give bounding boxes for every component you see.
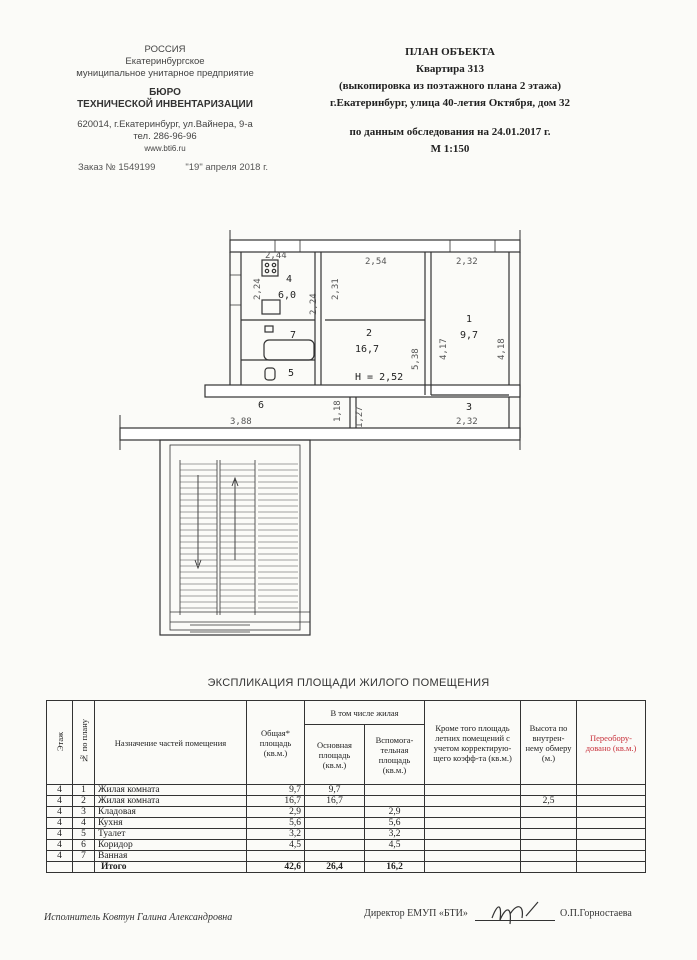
cell-no: 5 (73, 829, 95, 840)
table-row (47, 796, 646, 807)
total-main: 26,4 (305, 862, 365, 873)
col-purpose: Назначение частей помещения (95, 701, 247, 785)
cell-aux (365, 785, 425, 796)
cell-main: 9,7 (305, 785, 365, 796)
survey-date: по данным обследования на 24.01.2017 г. (349, 126, 551, 138)
cell-aux: 4,5 (365, 840, 425, 851)
explication-table (46, 700, 646, 873)
order-number: Заказ № 1549199 (78, 162, 156, 173)
dim-corridor-length: 3,88 (230, 417, 252, 427)
cell-floor: 4 (47, 829, 73, 840)
stove (262, 260, 278, 276)
col-reequipped: Переобору-довано (кв.м.) (577, 701, 646, 785)
washbasin (265, 326, 273, 332)
dim-corridor-a: 1,18 (333, 400, 343, 422)
scale: М 1:150 (430, 143, 470, 155)
cell-no: 3 (73, 807, 95, 818)
table-row (47, 829, 646, 840)
cell-no: 2 (73, 796, 95, 807)
cell-total: 4,5 (247, 840, 305, 851)
room-4-number: 4 (286, 274, 293, 285)
bathtub (264, 340, 314, 360)
cell-floor: 4 (47, 818, 73, 829)
sink (262, 300, 280, 314)
cell-total: 16,7 (247, 796, 305, 807)
col-height: Высота по внутрен-нему обмеру (м.) (521, 701, 577, 785)
cell-total: 9,7 (247, 785, 305, 796)
toilet (265, 368, 275, 380)
cell-no: 1 (73, 785, 95, 796)
cell-name: Ванная (95, 851, 247, 862)
cell-height (521, 851, 577, 862)
cell-summer (425, 851, 521, 862)
ceiling-height: Н = 2,52 (355, 372, 404, 383)
cell-aux: 3,2 (365, 829, 425, 840)
header-row-1 (47, 701, 646, 725)
cell-main (305, 829, 365, 840)
cell-total: 5,6 (247, 818, 305, 829)
col-aux: Вспомога-тельная площадь (кв.м.) (365, 725, 425, 785)
dim-storage-width: 2,32 (456, 417, 478, 427)
room-1-number: 1 (466, 314, 473, 325)
col-plan-no: № по плану (73, 701, 95, 785)
cell-no: 4 (73, 818, 95, 829)
col-main: Основная площадь (кв.м.) (305, 725, 365, 785)
total-row (47, 862, 646, 873)
table-row (47, 807, 646, 818)
bureau-phone: тел. 286-96-96 (133, 131, 197, 142)
cell-re (577, 829, 646, 840)
room-6-number: 6 (258, 400, 265, 411)
room-5-number: 5 (288, 368, 295, 379)
cell-floor: 4 (47, 840, 73, 851)
col-total: Общая* площадь (кв.м.) (247, 701, 305, 785)
cell-summer (425, 818, 521, 829)
country: РОССИЯ (144, 44, 186, 55)
col-incl-living: В том числе жилая (305, 701, 425, 725)
executor: Исполнитель Ковтун Галина Александровна (44, 912, 233, 923)
cell-name: Жилая комната (95, 796, 247, 807)
cell-height: 2,5 (521, 796, 577, 807)
cell-no: 7 (73, 851, 95, 862)
director-name: О.П.Горностаева (560, 908, 632, 919)
col-floor: Этаж (47, 701, 73, 785)
cell-re (577, 785, 646, 796)
dim-kitchen-depth: 2,24 (253, 278, 263, 300)
explication-title: ЭКСПЛИКАЦИЯ ПЛОЩАДИ ЖИЛОГО ПОМЕЩЕНИЯ (207, 677, 490, 689)
extract-note: (выкопировка из поэтажного плана 2 этажа) (338, 80, 562, 92)
bureau-line2: ТЕХНИЧЕСКОЙ ИНВЕНТАРИЗАЦИИ (77, 99, 253, 110)
apartment: Квартира 313 (416, 63, 484, 75)
bureau-website: www.bti6.ru (144, 144, 186, 153)
cell-floor: 4 (47, 851, 73, 862)
dim-room1-width: 2,32 (456, 257, 478, 267)
cell-re (577, 807, 646, 818)
cell-name: Кладовая (95, 807, 247, 818)
plan-header (300, 44, 600, 158)
stair-flights (180, 460, 255, 615)
dim-room1-left: 4,17 (439, 338, 449, 360)
director-signature (488, 896, 558, 930)
cell-main: 16,7 (305, 796, 365, 807)
table-row (47, 840, 646, 851)
cell-aux (365, 851, 425, 862)
cell-re (577, 796, 646, 807)
total-area: 42,6 (247, 862, 305, 873)
room-3-number: 3 (466, 402, 473, 413)
cell-aux: 5,6 (365, 818, 425, 829)
cell-height (521, 840, 577, 851)
table-row (47, 785, 646, 796)
cell-height (521, 807, 577, 818)
cell-height (521, 785, 577, 796)
dim-kitchen-depth-2: 2,24 (309, 293, 319, 315)
stair-landing (170, 612, 310, 632)
room-2-number: 2 (366, 328, 373, 339)
floor-plan (100, 220, 540, 660)
room-2-area: 16,7 (355, 344, 380, 355)
cell-summer (425, 840, 521, 851)
bottom-wall (120, 428, 520, 440)
cell-summer (425, 796, 521, 807)
dim-room2-depth: 5,38 (411, 348, 421, 370)
cell-main (305, 840, 365, 851)
cell-floor: 4 (47, 807, 73, 818)
cell-name: Коридор (95, 840, 247, 851)
total-aux: 16,2 (365, 862, 425, 873)
cell-summer (425, 807, 521, 818)
partitions-bath (241, 320, 321, 385)
col-summer: Кроме того площадь летних помещений с учетом корректирую-щего коэфф-та (кв.м.) (425, 701, 521, 785)
bureau-address: 620014, г.Екатеринбург, ул.Вайнера, 9-а (77, 119, 253, 130)
cell-height (521, 818, 577, 829)
order-info (78, 162, 298, 173)
cell-total (247, 851, 305, 862)
plan-title: ПЛАН ОБЪЕКТА (405, 46, 495, 58)
table-row (47, 851, 646, 862)
cell-re (577, 840, 646, 851)
room-7-number: 7 (290, 330, 297, 341)
cell-re (577, 851, 646, 862)
cell-name: Кухня (95, 818, 247, 829)
cell-summer (425, 829, 521, 840)
order-date: "19" апреля 2018 г. (185, 162, 269, 173)
cell-name: Туалет (95, 829, 247, 840)
dim-room1-right: 4,18 (497, 338, 507, 360)
cell-main (305, 807, 365, 818)
cell-floor: 4 (47, 785, 73, 796)
dim-room2-width: 2,54 (365, 257, 387, 267)
room-1-area: 9,7 (460, 330, 479, 341)
cell-total: 2,9 (247, 807, 305, 818)
cell-total: 3,2 (247, 829, 305, 840)
region: Екатеринбургское (125, 56, 205, 67)
dim-hall-length: 2,31 (331, 278, 341, 300)
cell-name: Жилая комната (95, 785, 247, 796)
room-4-area: 6,0 (278, 290, 297, 301)
cell-re (577, 818, 646, 829)
bureau-line1: БЮРО (149, 87, 181, 98)
dim-corridor-b: 1,27 (355, 406, 365, 428)
cell-floor: 4 (47, 796, 73, 807)
object-address: г.Екатеринбург, улица 40-летия Октября, дом 32 (329, 97, 570, 109)
director-title: Директор ЕМУП «БТИ» (364, 908, 468, 919)
dim-kitchen-width: 2,44 (265, 251, 287, 261)
cell-summer (425, 785, 521, 796)
cell-main (305, 818, 365, 829)
explication-body (47, 785, 646, 862)
cell-aux (365, 796, 425, 807)
cell-aux: 2,9 (365, 807, 425, 818)
cell-no: 6 (73, 840, 95, 851)
table-row (47, 818, 646, 829)
total-label: Итого (95, 862, 247, 873)
cell-main (305, 851, 365, 862)
partitions-storage (350, 395, 509, 428)
cell-height (521, 829, 577, 840)
organization-block (40, 44, 290, 155)
enterprise-type: муниципальное унитарное предприятие (76, 68, 254, 79)
